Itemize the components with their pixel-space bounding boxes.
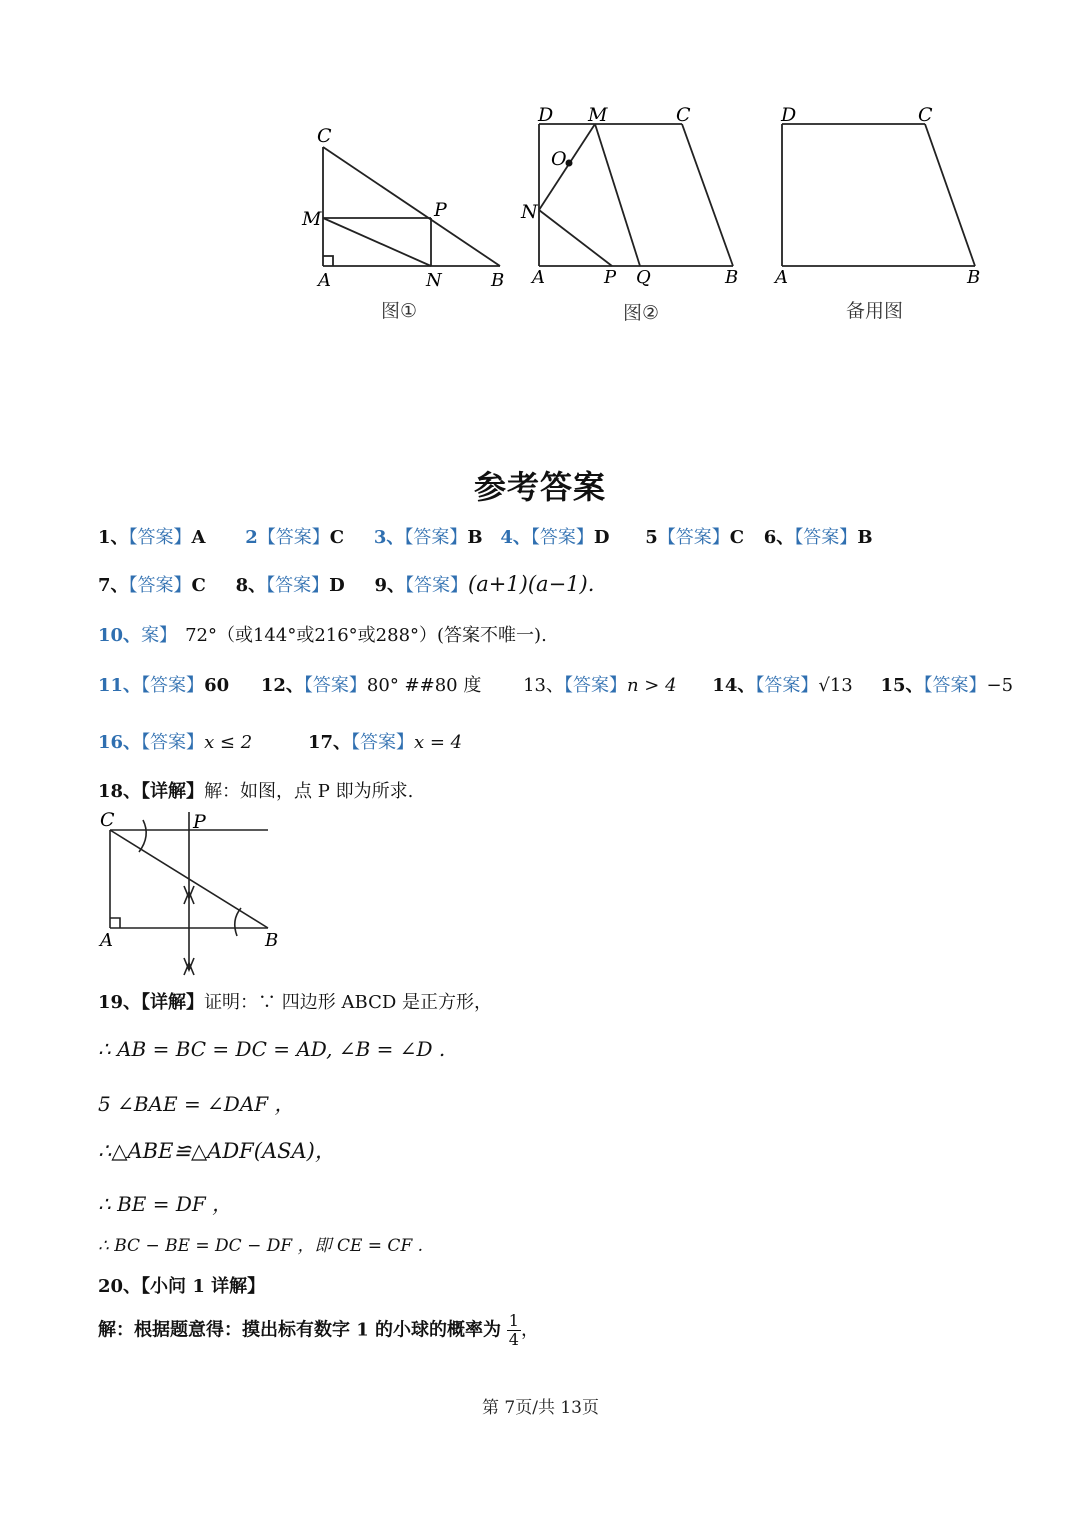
q18-figure <box>95 808 285 980</box>
label-b: B <box>491 270 505 291</box>
answer-13: 13、【答案】n > 4 <box>523 675 677 696</box>
answer-12: 12、【答案】80° ##80 度 <box>260 675 482 696</box>
answer-16: 16、【答案】x ≤ 2 <box>98 732 253 753</box>
label-a: A <box>775 267 788 287</box>
label-d: D <box>538 104 554 126</box>
q19-line-4: ∴ BE = DF ， <box>98 1192 233 1216</box>
answer-15: 15、【答案】−5 <box>880 675 1014 696</box>
label-p: P <box>434 199 447 221</box>
label-c: C <box>100 809 115 831</box>
figure-2 <box>520 102 750 287</box>
q19-heading: 19、【详解】证明：∵ 四边形 ABCD 是正方形， <box>98 992 492 1013</box>
label-n: N <box>426 270 442 291</box>
q19-line-1: ∴ AB = BC = DC = AD, ∠B = ∠D . <box>98 1037 446 1061</box>
answer-4: 4、【答案】D <box>500 527 610 548</box>
answer-6: 6、【答案】B <box>763 527 873 548</box>
label-b: B <box>725 267 739 287</box>
label-b: B <box>967 267 981 287</box>
label-a: A <box>100 930 113 951</box>
answer-7: 7、【答案】C <box>98 575 206 596</box>
answers-row-2 <box>98 571 594 597</box>
answer-3: 3、【答案】B <box>373 527 483 548</box>
answer-9: 9、【答案】(a+1)(a−1). <box>374 572 595 596</box>
label-a: A <box>318 270 331 291</box>
label-p: P <box>604 267 617 287</box>
q18-heading: 18、【详解】解：如图，点 P 即为所求. <box>98 781 414 802</box>
label-m: M <box>302 208 322 230</box>
label-a: A <box>532 267 545 287</box>
answer-10: 10、案】 72°（或144°或216°或288°）(答案不唯一). <box>98 625 547 646</box>
answer-17: 17、【答案】x = 4 <box>307 732 463 753</box>
q20-fraction: $\frac{1}{4}$ <box>508 1311 519 1349</box>
label-o: O <box>551 148 567 170</box>
label-b: B <box>265 930 279 951</box>
label-p: P <box>193 811 206 833</box>
q19-line-2: 5 ∠BAE = ∠DAF ， <box>98 1092 295 1116</box>
label-c: C <box>676 104 691 126</box>
q19-line-5: ∴ BC − BE = DC − DF ，即 CE = CF . <box>98 1236 424 1256</box>
figure-3 <box>770 102 995 287</box>
label-c: C <box>317 125 332 147</box>
page-number: 第 7页/共 13页 <box>482 1398 599 1418</box>
figure-1 <box>295 120 525 295</box>
answer-14: 14、【答案】√13 <box>712 675 853 696</box>
figure-3-caption: 备用图 <box>846 300 904 322</box>
label-q: Q <box>636 267 651 287</box>
answer-2: 2【答案】C <box>245 527 345 548</box>
answer-5: 5【答案】C <box>645 527 745 548</box>
q20-text: 解：根据题意得：摸出标有数字 1 的小球的概率为 $\frac{1}{4}$ ， <box>98 1311 539 1349</box>
label-c: C <box>918 104 933 126</box>
answers-row-5 <box>98 728 462 754</box>
section-title: 参考答案 <box>474 468 607 506</box>
answer-11: 11、【答案】60 <box>98 675 230 696</box>
answers-row-4 <box>98 671 1013 697</box>
answer-1: 1、【答案】A <box>98 527 206 548</box>
q19-line-3: ∴△ABE≌△ADF(ASA)， <box>98 1139 336 1163</box>
answer-8: 8、【答案】D <box>235 575 345 596</box>
q20-heading: 20、【小问 1 详解】 <box>98 1276 266 1297</box>
label-d: D <box>781 104 797 126</box>
label-n: N <box>521 201 538 223</box>
answers-row-1 <box>98 523 873 549</box>
figure-1-caption: 图① <box>381 300 418 322</box>
figure-2-caption: 图② <box>623 302 660 324</box>
label-m: M <box>588 104 608 126</box>
